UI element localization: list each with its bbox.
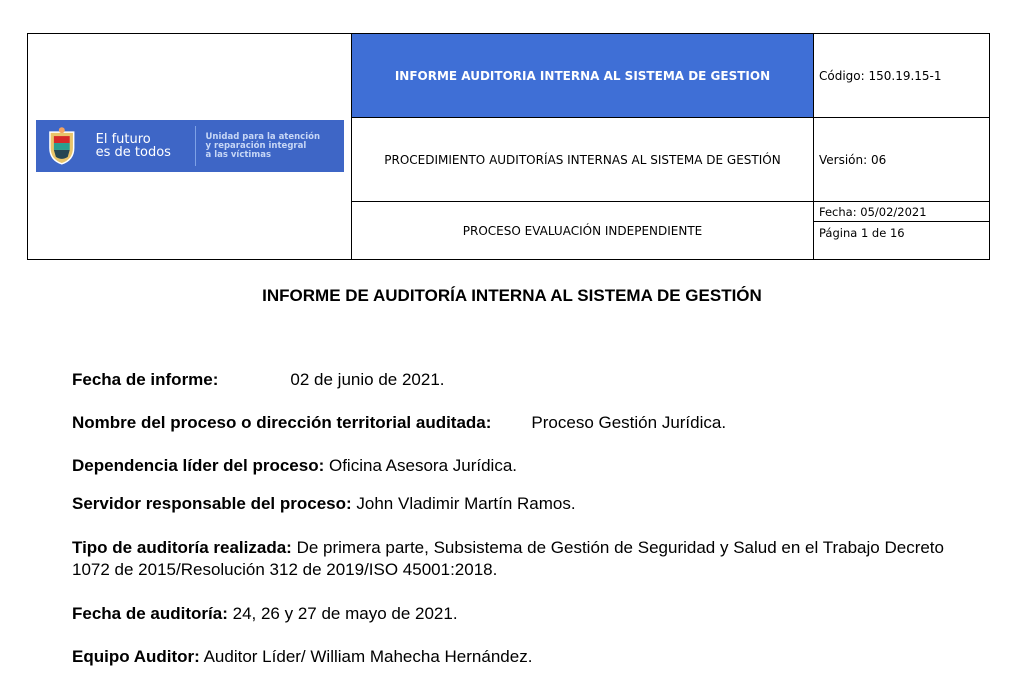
institution-logo [36,120,344,172]
brand-line-2: es de todos [95,145,171,160]
audit-type-value: De primera parte, Subsistema de Gestión de Seguridad y Salud en el Trabajo Decreto 1072 de 2015/Resolución 312 de 2019/ISO 45001:2018. [72,538,944,579]
page-number: Página 1 de 16 [819,225,905,240]
audit-type-label: Tipo de auditoría realizada: [72,538,292,557]
audited-process-value: Proceso Gestión Jurídica. [531,413,727,432]
unit-line-2: y reparación integral [205,140,307,151]
report-date-label: Fecha de informe: [72,370,219,389]
audit-type-row [72,537,944,581]
coat-of-arms-icon [44,126,80,166]
audit-team-label: Equipo Auditor: [72,647,200,666]
logo-cell [28,34,352,259]
audit-team-row [72,647,532,667]
document-header-table [27,33,990,260]
document-date: Fecha: 05/02/2021 [814,202,989,222]
report-title-cell: INFORME AUDITORIA INTERNA AL SISTEMA DE GESTION [352,34,814,118]
lead-unit-value: Oficina Asesora Jurídica. [328,456,518,475]
procedure-name: PROCEDIMIENTO AUDITORÍAS INTERNAS AL SISTEMA DE GESTIÓN [352,118,814,202]
responsible-value: John Vladimir Martín Ramos. [356,494,576,513]
report-date-row [72,370,445,390]
audit-date-value: 24, 26 y 27 de mayo de 2021. [232,604,458,623]
unit-line-3: a las víctimas [205,149,272,160]
document-code: Código: 150.19.15-1 [814,34,989,118]
audited-process-label: Nombre del proceso o dirección territorial auditada: [72,413,492,432]
brand-line-1: El futuro [95,132,151,147]
lead-unit-row [72,456,517,476]
report-date-value: 02 de junio de 2021. [290,370,445,389]
document-version: Versión: 06 [814,118,989,202]
lead-unit-label: Dependencia líder del proceso: [72,456,325,475]
brand-slogan [96,133,195,159]
responsible-row [72,494,576,514]
logo-divider [195,126,196,166]
unit-name [206,133,344,160]
audited-process-row [72,413,726,433]
audit-date-label: Fecha de auditoría: [72,604,228,623]
responsible-label: Servidor responsable del proceso: [72,494,352,513]
process-name: PROCESO EVALUACIÓN INDEPENDIENTE [352,202,814,259]
audit-team-value: Auditor Líder/ William Mahecha Hernández. [203,647,533,666]
unit-line-1: Unidad para la atención [205,131,321,142]
audit-date-row [72,604,458,624]
document-title: INFORME DE AUDITORÍA INTERNA AL SISTEMA DE GESTIÓN [262,286,762,305]
